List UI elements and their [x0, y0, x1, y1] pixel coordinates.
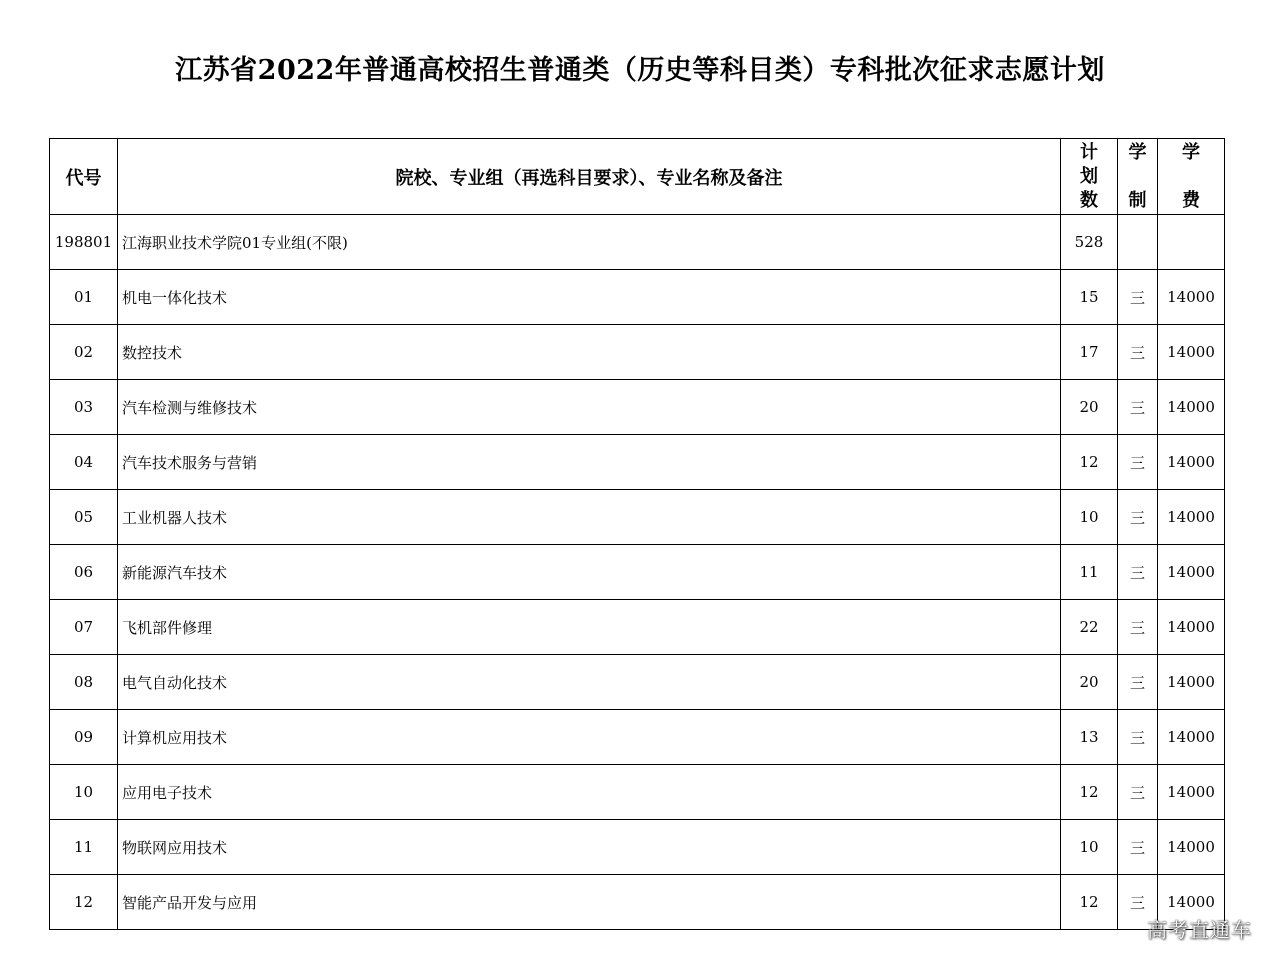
cell-plan: 15 [1061, 270, 1118, 325]
cell-code: 03 [50, 380, 118, 435]
cell-code: 07 [50, 600, 118, 655]
cell-name: 工业机器人技术 [118, 490, 1061, 545]
header-name: 院校、专业组（再选科目要求）、专业名称及备注 [118, 139, 1061, 215]
table-body [50, 215, 1225, 930]
cell-plan: 12 [1061, 765, 1118, 820]
cell-fee: 14000 [1158, 380, 1225, 435]
cell-name: 汽车检测与维修技术 [118, 380, 1061, 435]
header-duration [1118, 139, 1158, 215]
table-header-row [50, 139, 1225, 215]
cell-name: 汽车技术服务与营销 [118, 435, 1061, 490]
cell-duration: 三 [1118, 710, 1158, 765]
cell-plan: 20 [1061, 655, 1118, 710]
header-code: 代号 [50, 139, 118, 215]
cell-duration: 三 [1118, 270, 1158, 325]
cell-duration [1118, 215, 1158, 270]
header-plan [1061, 139, 1118, 215]
cell-fee [1158, 215, 1225, 270]
table-row-group [50, 215, 1225, 270]
cell-plan: 528 [1061, 215, 1118, 270]
table-row [50, 435, 1225, 490]
cell-duration: 三 [1118, 655, 1158, 710]
cell-name: 新能源汽车技术 [118, 545, 1061, 600]
header-plan-char: 计 [1080, 142, 1098, 163]
cell-name: 应用电子技术 [118, 765, 1061, 820]
table-row [50, 270, 1225, 325]
enrollment-plan-table [49, 138, 1225, 930]
header-fee [1158, 139, 1225, 215]
cell-code: 09 [50, 710, 118, 765]
header-fee-char: 学 [1182, 142, 1200, 163]
cell-code: 12 [50, 875, 118, 930]
cell-name: 智能产品开发与应用 [118, 875, 1061, 930]
cell-fee: 14000 [1158, 820, 1225, 875]
cell-fee: 14000 [1158, 710, 1225, 765]
cell-code: 08 [50, 655, 118, 710]
cell-plan: 10 [1061, 490, 1118, 545]
table-row [50, 820, 1225, 875]
cell-code: 02 [50, 325, 118, 380]
cell-fee: 14000 [1158, 600, 1225, 655]
table-row [50, 545, 1225, 600]
cell-plan: 17 [1061, 325, 1118, 380]
table-row [50, 600, 1225, 655]
cell-name: 江海职业技术学院01专业组(不限) [118, 215, 1061, 270]
cell-plan: 11 [1061, 545, 1118, 600]
cell-code: 04 [50, 435, 118, 490]
header-fee-char: 费 [1182, 190, 1200, 211]
cell-code: 198801 [50, 215, 118, 270]
cell-duration: 三 [1118, 875, 1158, 930]
cell-name: 计算机应用技术 [118, 710, 1061, 765]
cell-name: 数控技术 [118, 325, 1061, 380]
cell-plan: 13 [1061, 710, 1118, 765]
cell-duration: 三 [1118, 765, 1158, 820]
cell-fee: 14000 [1158, 270, 1225, 325]
cell-duration: 三 [1118, 545, 1158, 600]
cell-code: 01 [50, 270, 118, 325]
cell-name: 物联网应用技术 [118, 820, 1061, 875]
cell-duration: 三 [1118, 435, 1158, 490]
cell-plan: 12 [1061, 875, 1118, 930]
cell-fee: 14000 [1158, 655, 1225, 710]
cell-fee: 14000 [1158, 765, 1225, 820]
watermark: 高考直通车 [1147, 918, 1252, 942]
table-row [50, 490, 1225, 545]
cell-code: 11 [50, 820, 118, 875]
header-plan-char: 数 [1080, 190, 1098, 211]
cell-name: 机电一体化技术 [118, 270, 1061, 325]
table-row [50, 765, 1225, 820]
cell-fee: 14000 [1158, 545, 1225, 600]
cell-duration: 三 [1118, 325, 1158, 380]
table-row [50, 875, 1225, 930]
header-duration-char: 学 [1128, 142, 1147, 163]
cell-plan: 22 [1061, 600, 1118, 655]
cell-plan: 20 [1061, 380, 1118, 435]
cell-duration: 三 [1118, 490, 1158, 545]
cell-code: 10 [50, 765, 118, 820]
cell-fee: 14000 [1158, 435, 1225, 490]
page-title: 江苏省2022年普通高校招生普通类（历史等科目类）专科批次征求志愿计划 [175, 55, 1105, 86]
cell-name: 电气自动化技术 [118, 655, 1061, 710]
header-duration-char: 制 [1128, 190, 1147, 211]
table-row [50, 655, 1225, 710]
cell-code: 05 [50, 490, 118, 545]
cell-name: 飞机部件修理 [118, 600, 1061, 655]
cell-plan: 10 [1061, 820, 1118, 875]
cell-plan: 12 [1061, 435, 1118, 490]
table-row [50, 380, 1225, 435]
header-plan-char: 划 [1080, 166, 1098, 187]
cell-code: 06 [50, 545, 118, 600]
cell-fee: 14000 [1158, 875, 1225, 930]
cell-fee: 14000 [1158, 490, 1225, 545]
table-row [50, 710, 1225, 765]
cell-fee: 14000 [1158, 325, 1225, 380]
cell-duration: 三 [1118, 600, 1158, 655]
table-row [50, 325, 1225, 380]
cell-duration: 三 [1118, 380, 1158, 435]
cell-duration: 三 [1118, 820, 1158, 875]
